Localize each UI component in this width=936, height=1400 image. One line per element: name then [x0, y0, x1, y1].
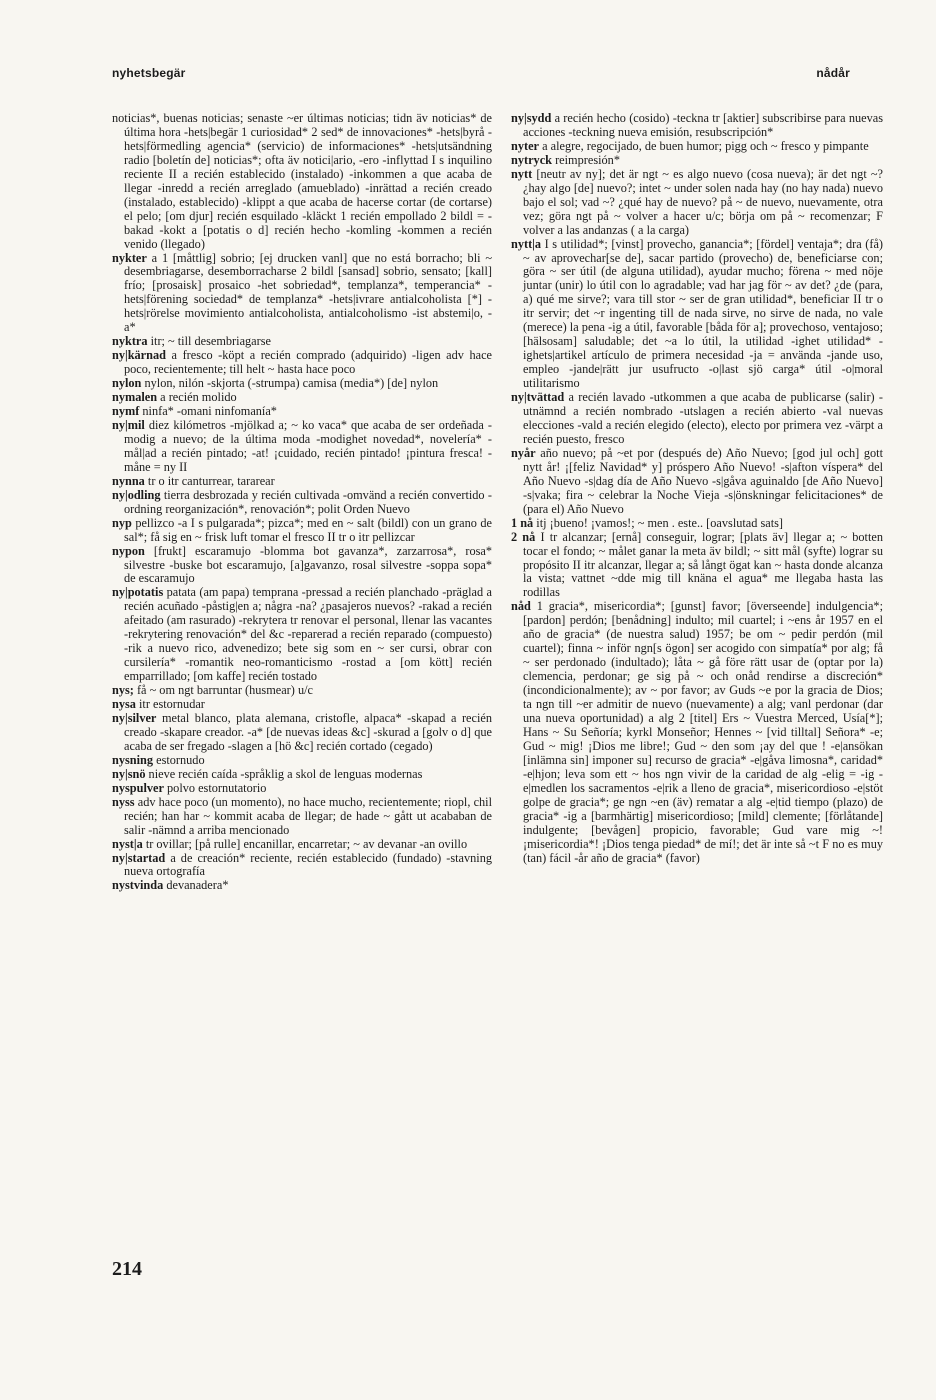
entry-headword: nykter [112, 250, 147, 265]
dictionary-entry [112, 782, 492, 796]
entry-definition: metal blanco, plata alemana, cristofle, alpaca* -skapad a recién creado -skapare creador. -a* [de nuevas ideas &c] -skurad a [golv o d] que acaba de ser fregado -slagen a [hö &c] recién cortado (cegado) [124, 710, 492, 753]
dictionary-entry [112, 586, 492, 684]
entry-headword: 1 nå [511, 515, 534, 530]
dictionary-entry [511, 112, 883, 140]
running-head-right: nådår [816, 66, 850, 80]
entry-definition: få ~ om ngt barruntar (husmear) u/c [136, 683, 313, 698]
dictionary-entry [112, 517, 492, 545]
entry-headword: nynna [112, 473, 145, 488]
dictionary-entry [112, 377, 492, 391]
entry-definition: a recién lavado -utkommen a que acaba de publicarse (salir) -utnämnd a recién nombrado -utslagen a recién abierto -val nuevas elecciones -vald a recién elegido (electo), electo por primera vez -värpt a recién puesto, fresco [523, 390, 883, 446]
dictionary-entry [112, 698, 492, 712]
entry-definition: patata (am papa) temprana -pressad a recién planchado -präglad a recién acuñado -påstig|en a; några -na? ¿pasajeros nuevos? -rakad a recién afeitado (am rasurado) -rekrytera tr renovar el personal, llenar las vacantes -rekrytering renovación* del &c -reparerad a recién reparado (compuesto) -rik a nuevo rico, advenedizo; bete sig som en ~ ser cursi, obrar con cursilería* -romantik neo-romanticismo -rostad a [om kött] recién emparrillado; [om kaffe] recién tostado [124, 585, 493, 684]
dictionary-entry [511, 391, 883, 447]
dictionary-entry [511, 168, 883, 238]
entry-definition: a fresco -köpt a recién comprado (adquirido) -ligen adv hace poco, recientemente; till helt ~ hasta hace poco [124, 348, 493, 377]
entry-headword: nymalen [112, 390, 158, 405]
entry-headword: nytryck [511, 152, 552, 167]
left-column [112, 112, 492, 893]
page-number: 214 [112, 1258, 142, 1280]
dictionary-entry [112, 335, 492, 349]
dictionary-entry [112, 545, 492, 587]
entry-definition: adv hace poco (un momento), no hace mucho, recientemente; riopl, chil recién; han har ~ kommit acaba de llegar; de hade ~ gått ut acababan de salir -nämnd a arriba mencionado [124, 794, 493, 837]
entry-definition: pellizco -a I s pulgarada*; pizca*; med en ~ salt (bildl) con un grano de sal*; få sig en ~ frisk luft tomar el fresco II tr o itr pellizcar [124, 515, 493, 544]
entry-definition: a alegre, regocijado, de buen humor; pigg och ~ fresco y pimpante [542, 138, 869, 153]
entry-headword: nylon [112, 376, 142, 391]
entry-definition: ninfa* -omani ninfomanía* [142, 404, 277, 419]
dictionary-entry [112, 796, 492, 838]
entry-definition: I tr alcanzar; [ernå] conseguir, lograr; [plats äv] llegar a; ~ botten tocar el fondo; ~ målet ganar la meta äv bildl; ~ sitt mål (syfte) lograr su propósito II itr alcanzar, llegar a; så långt ögat kan ~ hasta donde alcanza la vista; vattnet ~dde mig till knäna el agua* me llegaba hasta las rodillas [523, 529, 883, 600]
entry-headword: nåd [511, 599, 531, 614]
dictionary-entry [112, 838, 492, 852]
entry-definition: tierra desbrozada y recién cultivada -omvänd a recién convertido -ordning reorganización*, renovación*; polit Orden Nuevo [124, 487, 492, 516]
entry-definition: nylon, nilón -skjorta (-strumpa) camisa (media*) [de] nylon [144, 376, 439, 391]
entry-definition: estornudo [156, 752, 205, 767]
entry-definition: [frukt] escaramujo -blomma bot gavanza*, zarzarrosa*, rosa* silvestre -buske bot escaramujo, [a]gavanzo, rosal silvestre -soppa sopa* de escaramujo [124, 543, 492, 586]
dictionary-entry [112, 112, 492, 252]
entry-headword: ny|snö [112, 766, 146, 781]
dictionary-entry [112, 852, 492, 880]
entry-headword: nyspulver [112, 780, 164, 795]
dictionary-entry [112, 684, 492, 698]
entry-definition: itr estornudar [139, 697, 205, 712]
entry-definition: itr; ~ till desembriagarse [150, 334, 271, 349]
dictionary-entry [511, 517, 883, 531]
entry-headword: nyst|a [112, 836, 143, 851]
entry-headword: nyter [511, 138, 539, 153]
dictionary-entry [511, 154, 883, 168]
dictionary-entry [112, 475, 492, 489]
entry-headword: nyss [112, 794, 135, 809]
dictionary-entry [112, 419, 492, 475]
dictionary-entry [511, 600, 883, 865]
entry-definition: [neutr av ny]; det är ngt ~ es algo nuevo (cosa nueva); är det ngt ~? ¿hay algo [de] nuevo?; intet ~ under solen nada hay (no hay nada) nuevo bajo el sol; vad ~? ¿qué hay de nuevo? på ~ de nuevo, nuevamente, otra vez; göra ngt på ~ volver a hacer u/c; börja om på ~ recomenzar; F volver a las andanzas ( a la carga) [523, 166, 884, 237]
dictionary-entry [112, 252, 492, 336]
entry-definition: diez kilómetros -mjölkad a; ~ ko vaca* que acaba de ser ordeñada -modig a nuevo; de la última moda -modighet novedad*, novelería* -mål|ad a recién pintado; -at! ¡cuidado, recién pintado! ¡pintura fresca! -måne = ny II [124, 417, 492, 474]
entry-headword: nytt [511, 166, 533, 181]
entry-definition: tr ovillar; [på rulle] encanillar, encarretar; ~ av devanar -an ovillo [145, 836, 468, 851]
entry-headword: ny|potatis [112, 585, 164, 600]
dictionary-entry [112, 712, 492, 754]
entry-definition: año nuevo; på ~et por (después de) Año Nuevo; [god jul och] gott nytt år! ¡[feliz Navidad* y] próspero Año Nuevo! -s|afton víspera* del Año Nuevo -s|dag día de Año Nuevo -s|gåva aguinaldo [de Año Nuevo] -s|vaka; fira ~ celebrar la Noche Vieja -s|önskningar felicitaciones* de (para el) Año Nuevo [523, 445, 883, 516]
dictionary-entry [112, 879, 492, 893]
entry-definition: devanadera* [166, 878, 229, 893]
right-column [511, 112, 883, 865]
entry-headword: nyår [511, 445, 536, 460]
dictionary-entry [112, 391, 492, 405]
entry-headword: nyktra [112, 334, 148, 349]
entry-headword: ny|mil [112, 417, 145, 432]
entry-headword: ny|kärnad [112, 348, 166, 363]
entry-headword: 2 nå [511, 529, 536, 544]
entry-definition: tr o itr canturrear, tararear [147, 473, 275, 488]
entry-headword: ny|odling [112, 487, 161, 502]
dictionary-entry [511, 238, 883, 391]
entry-headword: ny|sydd [511, 111, 552, 125]
entry-definition: reimpresión* [555, 152, 620, 167]
dictionary-entry [112, 405, 492, 419]
entry-headword: ny|tvättad [511, 390, 565, 405]
dictionary-entry [511, 140, 883, 154]
entry-headword: ny|silver [112, 710, 157, 725]
dictionary-entry [511, 531, 883, 601]
entry-definition: polvo estornutatorio [167, 780, 267, 795]
dictionary-entry [112, 768, 492, 782]
entry-definition: nieve recién caída -språklig a skol de lenguas modernas [148, 766, 423, 781]
entry-headword: nys; [112, 683, 134, 698]
running-head-left: nyhetsbegär [112, 66, 186, 80]
entry-headword: nymf [112, 404, 140, 419]
dictionary-entry [511, 447, 883, 517]
entry-headword: nysa [112, 697, 136, 712]
entry-headword: nypon [112, 543, 145, 558]
entry-headword: nysning [112, 752, 154, 767]
entry-definition: noticias*, buenas noticias; senaste ~er últimas noticias; tidn äv noticias* de última hora -hets|begär 1 curiosidad* 2 sed* de innovaciones* -hets|byrå -hets|förmedling agencia* (servicio) de informaciones* -hets|utsändning radio [boletín de] noticias*; ofta äv notici|ario, -ero -inflyttad I s inquilino reciente II a recién establecido (instalado) -inkommen a que acaba de llegar -inredd a recién arreglado (amueblado) -inrättad a recién creado (instalado, establecido) -klippt a que acaba de hacerse cortar (de cortarse) el pelo; [om djur] recién esquilado -kläckt 1 recién empollado 2 bildl = -bakad -kokt a [potatis o d] recién hecho -komling -kommen a recién venido (llegado) [112, 111, 492, 251]
entry-headword: nystvinda [112, 878, 164, 893]
dictionary-entry [112, 489, 492, 517]
entry-definition: 1 gracia*, misericordia*; [gunst] favor; [överseende] indulgencia*; [pardon] perdón; [benådning] indulto; mil cuartel; i ~ens år 1957 en el año de gracia* (de nuestra salud) 1957; be om ~ pedir perdón (mil cuartel); finna ~ inför ngn[s ögon] ser acogido con simpatía* por alg; få ~ ser perdonado (indultado); låta ~ gå före rätt usar de (optar por la) clemencia, perdonar; ge sig på ~ och onåd rendirse a discreción* (incondicionalmente); av ~ por favor; av Guds ~e por la gracia de Dios; ta ngn till ~er admitir de nuevo (nuevamente) a alg; vanl perdonar (dar una nueva oportunidad) a alg 2 [titel] Ers ~ Vuestra Merced, Usía[*]; Hans ~ Su Señoría; kyrkl Monseñor; Hennes ~ [vid tilltal] Señora* -e; Gud ~ mig! ¡Dios me libre!; Gud ~ den som ¡ay del que ! -e|ansökan [inlämna sin] imponer su] recurso de gracia* -e|gåva limosna*, caridad* -e|hjon; leva som ett ~ hos ngn vivir de la caridad de alg -elig = -ig -e|medlen los sacramentos -e|rik a lleno de gracia*, misericordioso -e|stöt golpe de gracia*; ge ngn ~en (äv) rematar a alg -e|tid tiempo (plazo) de gracia* -ig a [barmhärtig] misericordioso; [mild] clemente; [förlåtande] indulgente; [bevågen] propicio, favorable; Gud vare mig ~! ¡misericordia*! ¡Dios tenga piedad* de mí!; det är inte så ~t F no es muy (tan) fácil -år año de gracia* (favor) [523, 599, 883, 865]
dictionary-entry [112, 349, 492, 377]
entry-headword: nyp [112, 515, 132, 530]
entry-definition: a recién hecho (cosido) -teckna tr [aktier] subscribirse para nuevas acciones -teckning nueva emisión, resubscripción* [523, 111, 883, 139]
entry-definition: a de creación* reciente, recién establecido (fundado) -stavning nueva ortografía [124, 850, 493, 879]
dictionary-entry [112, 754, 492, 768]
entry-headword: nytt|a [511, 236, 542, 251]
entry-headword: ny|startad [112, 850, 166, 865]
entry-definition: I s utilidad*; [vinst] provecho, ganancia*; [fördel] ventaja*; dra (få) ~ av aprovechar[se de], sacar partido (provecho) de, beneficiarse con; göra ~ ser útil (de alguna utilidad), ayudar mucho; förena ~ med nöje juntar (unir) lo útil con lo agradable; vad har jag för ~ av det? ¿de (para, a) qué me sirve?; vara till stor ~ ser de gran utilidad*, beneficiar II tr o itr servir; det ~r ingenting till de nada sirve, no sirve de nada, no vale (merece) la pena -ig a útil, favorable [båda för a]; provechoso, ventajoso; [hälsosam] saludable; det ~a lo útil, la utilidad -ighet utilidad* -ighets|artikel artículo de primera necesidad -ja = använda -jande uso, empleo -jande|rätt jur usufructo -o|last sjö carga* útil -o|moral utilitarismo [523, 236, 884, 391]
entry-definition: a recién molido [160, 390, 237, 405]
entry-definition: a 1 [måttlig] sobrio; [ej drucken vanl] que no está borracho; bli ~ desembriagarse, desemborracharse 2 bildl [sansad] sobrio, sensato; [kall] frío; [prosaisk] prosaico -het sobriedad*, templanza*, temperancia* -hets|förening sociedad* de templanza* -hets|ivrare antialcoholista [*] -hets|rörelse movimiento antialcoholista, antialcoholismo -ist abstemi|o, -a* [124, 250, 492, 335]
entry-definition: itj ¡bueno! ¡vamos!; ~ men . este.. [oavslutad sats] [536, 515, 784, 530]
